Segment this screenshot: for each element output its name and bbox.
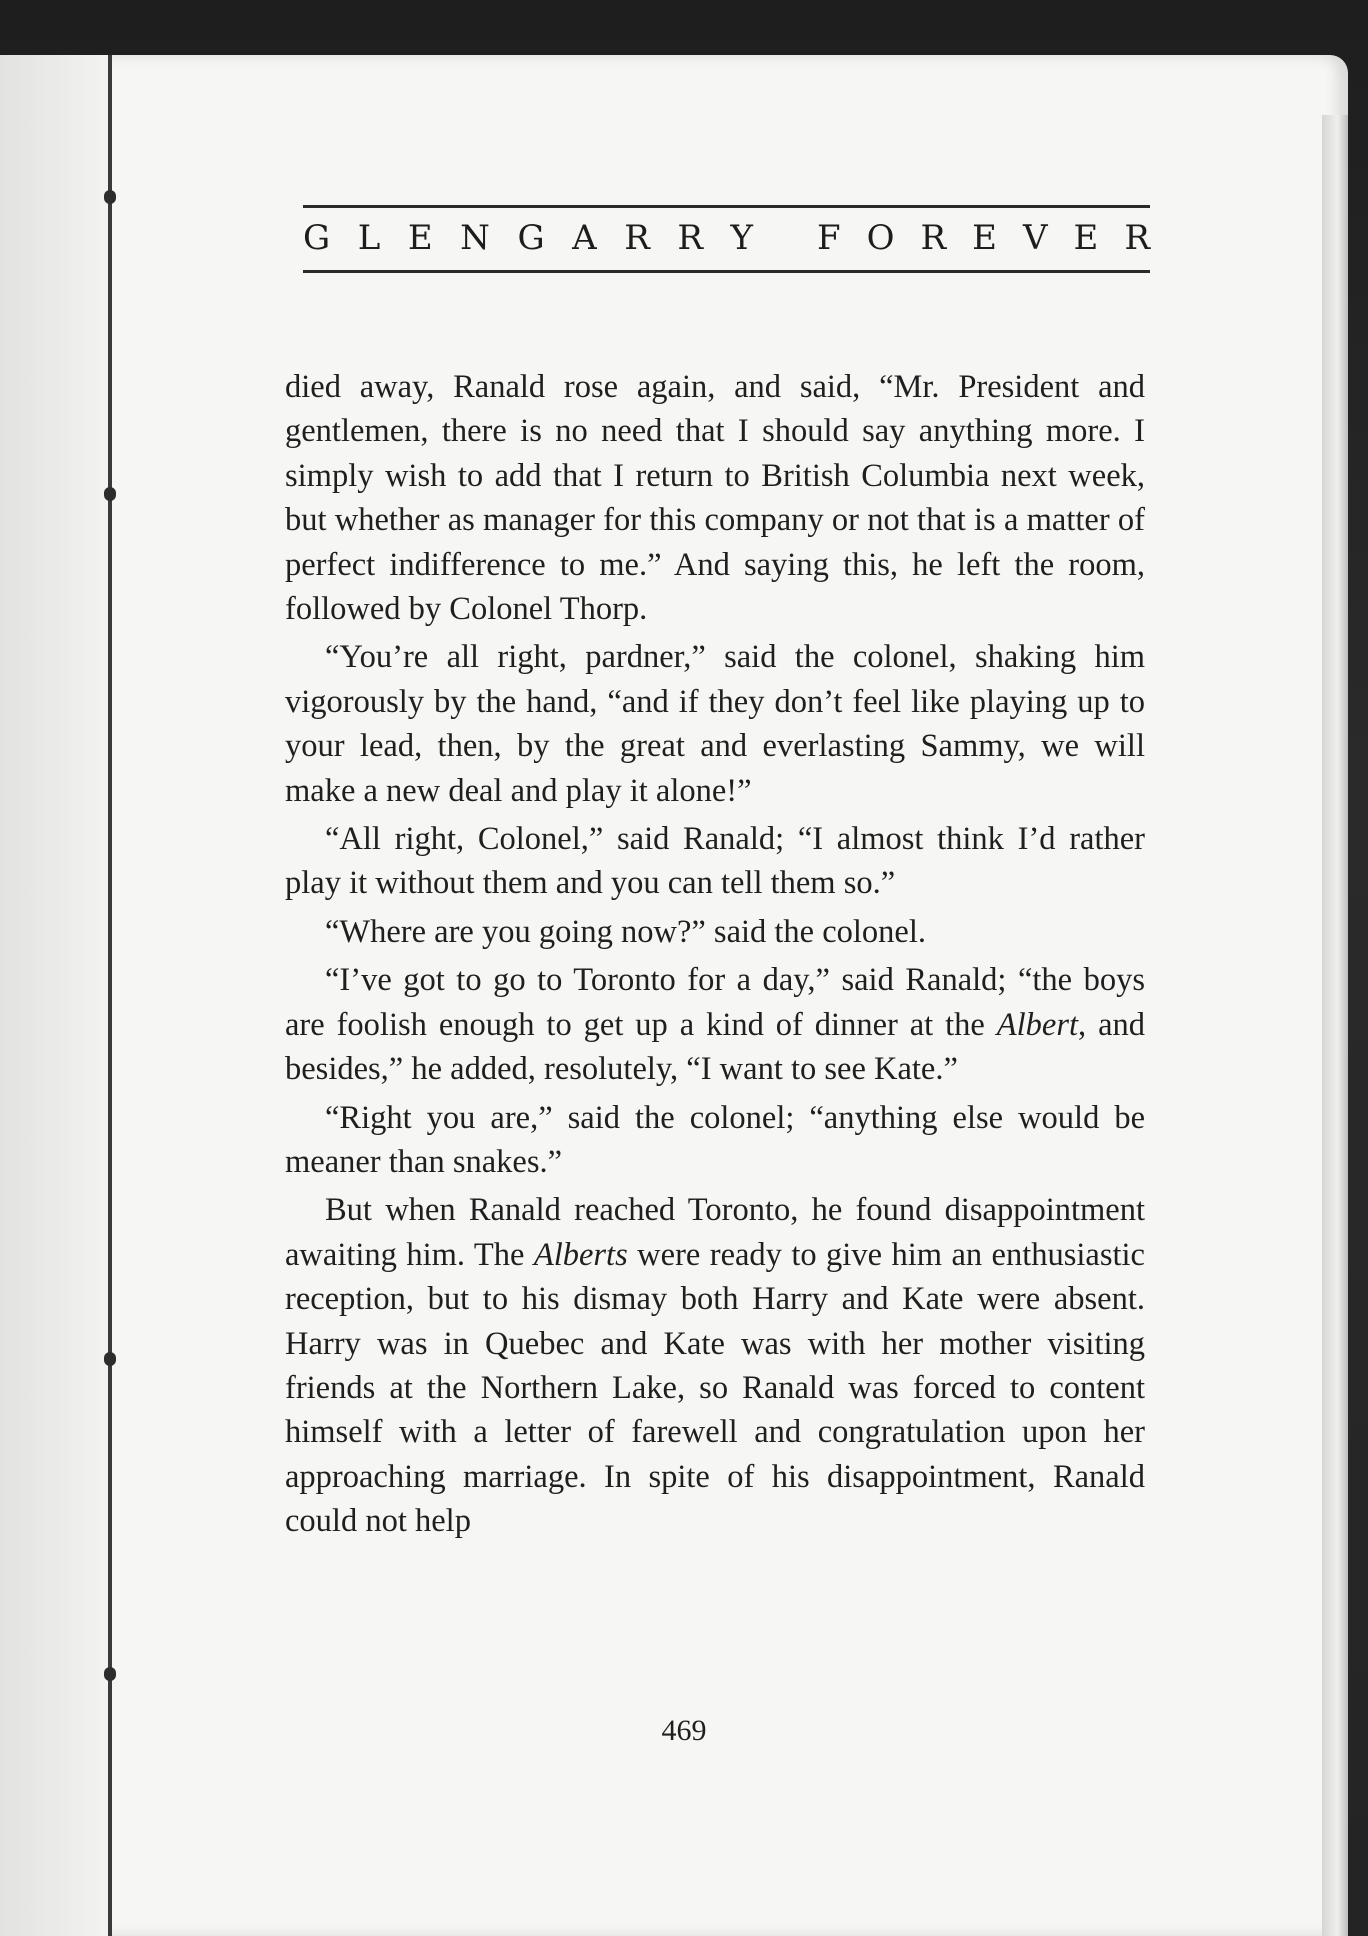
- binding-stitch: [104, 1667, 116, 1681]
- body-text: [285, 365, 1145, 1544]
- binding-stitch: [104, 1352, 116, 1366]
- header-rule-bottom: [303, 270, 1150, 273]
- running-head-letter: E: [1073, 218, 1099, 258]
- running-head-letter: R: [624, 218, 650, 258]
- running-head-letter: F: [817, 218, 841, 258]
- italic-name: Alberts: [533, 1236, 628, 1273]
- paragraph-continuation: died away, Ranald rose again, and said, “Mr. President and gentlemen, there is no need that I should say anything more. I simply wish to add that I return to British Columbia next week, but whether as manager for this company or not that is a matter of perfect indifference to me.” And saying this, he left the room, followed by Colonel Thorp.: [285, 369, 1145, 628]
- paragraph: “I’ve got to go to Toronto for a day,” said Ranald; “the boys are foolish enough to get up a kind of dinner at the Albert, and besides,” he added, resolutely, “I want to see Kate.”: [285, 962, 1145, 1088]
- running-head: [303, 216, 1150, 260]
- italic-name: Albert: [996, 1006, 1079, 1043]
- running-head-letter: G: [303, 218, 331, 258]
- binding-gutter-line: [108, 55, 112, 1936]
- binding-stitch: [104, 190, 116, 204]
- running-head-letter: A: [572, 218, 597, 258]
- running-head-letter: E: [407, 218, 433, 258]
- running-head-left-word: [303, 216, 753, 260]
- paragraph: “Right you are,” said the colonel; “anything else would be meaner than snakes.”: [285, 1099, 1145, 1180]
- running-head-letter: L: [357, 218, 381, 258]
- binding-stitch: [104, 487, 116, 501]
- running-head-right-word: [817, 216, 1150, 260]
- page-edge-shadow: [1322, 115, 1348, 1936]
- page-number: 469: [661, 1714, 707, 1747]
- running-head-letter: Y: [730, 218, 753, 258]
- running-head-letter: O: [866, 218, 895, 258]
- paragraph: “You’re all right, pardner,” said the colonel, shaking him vigorously by the hand, “and if they don’t feel like playing up to your lead, then, by the great and everlasting Sammy, we will make a new deal and play it alone!”: [285, 639, 1145, 809]
- paragraph: “Where are you going now?” said the colonel.: [325, 913, 927, 950]
- running-head-letter: V: [1022, 218, 1048, 258]
- paragraph: But when Ranald reached Toronto, he found disappointment awaiting him. The Alberts were ready to give him an enthusiastic reception, but to his dismay both Harry and Kate were absent. Harry was in Quebec and Kate was with her mother visiting friends at the Northern Lake, so Ranald was forced to content himself with a letter of farewell and congratulation upon her approaching marriage. In spite of his disappointment, Ranald could not help: [285, 1192, 1145, 1540]
- header-rule-top: [303, 205, 1150, 208]
- running-head-letter: R: [920, 218, 947, 258]
- running-head-letter: R: [1124, 218, 1150, 258]
- running-head-letter: N: [460, 218, 490, 258]
- page-sheet: [0, 55, 1348, 1936]
- running-head-letter: G: [517, 218, 545, 258]
- running-head-block: [303, 205, 1150, 273]
- running-head-letter: E: [972, 218, 997, 258]
- running-head-letter: R: [677, 218, 703, 258]
- binding-margin: [0, 55, 110, 1936]
- paragraph: “All right, Colonel,” said Ranald; “I almost think I’d rather play it without them and you can tell them so.”: [285, 821, 1145, 902]
